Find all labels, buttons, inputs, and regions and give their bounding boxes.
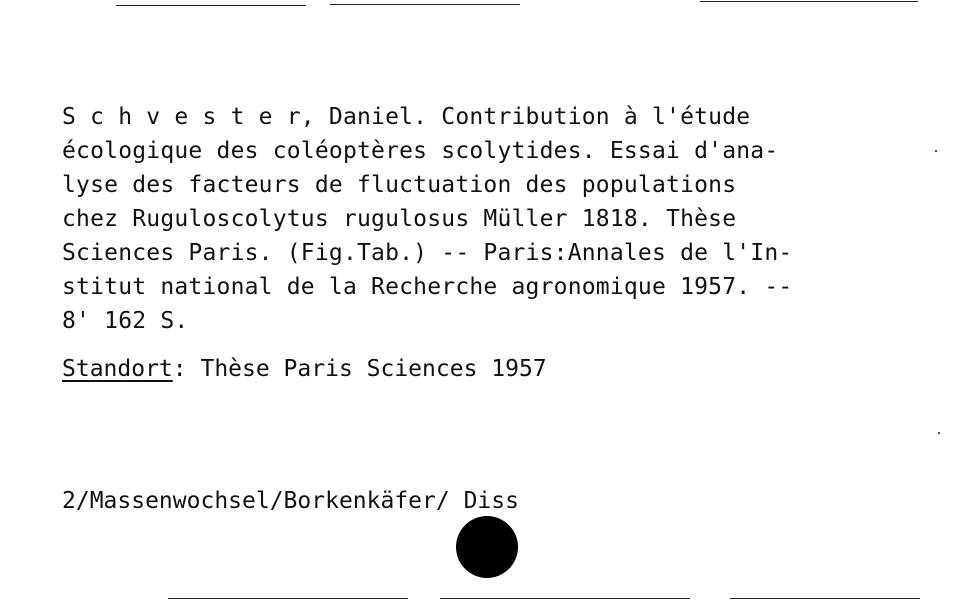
entry-line-6: stitut national de la Recherche agronomique 1957. --: [62, 274, 793, 300]
top-rule-middle: [330, 4, 520, 5]
speck: [935, 150, 937, 152]
speck: [938, 432, 940, 434]
entry-line-1: S c h v e s t e r, Daniel. Contribution à l'étude: [62, 104, 751, 130]
standort-value: : Thèse Paris Sciences 1957: [172, 356, 547, 382]
entry-line-5: Sciences Paris. (Fig.Tab.) -- Paris:Annales de l'In-: [62, 240, 793, 266]
entry-line-7: 8' 162 S.: [62, 308, 189, 334]
bottom-rule-left: [168, 598, 408, 599]
bottom-rule-right: [730, 598, 920, 599]
punch-hole: [456, 516, 518, 578]
standort-line: [62, 352, 547, 386]
entry-line-4: chez Ruguloscolytus rugulosus Müller 1818. Thèse: [62, 206, 737, 232]
bibliographic-entry: [62, 100, 792, 338]
entry-line-3: lyse des facteurs de fluctuation des populations: [62, 172, 737, 198]
top-rule-right: [700, 1, 918, 2]
top-rule-left: [116, 5, 306, 6]
standort-label: Standort: [62, 356, 173, 382]
entry-line-2: écologique des coléoptères scolytides. Essai d'ana-: [62, 138, 779, 164]
classification-line: 2/Massenwochsel/Borkenkäfer/ Diss: [62, 488, 519, 514]
bottom-rule-middle: [440, 598, 690, 599]
